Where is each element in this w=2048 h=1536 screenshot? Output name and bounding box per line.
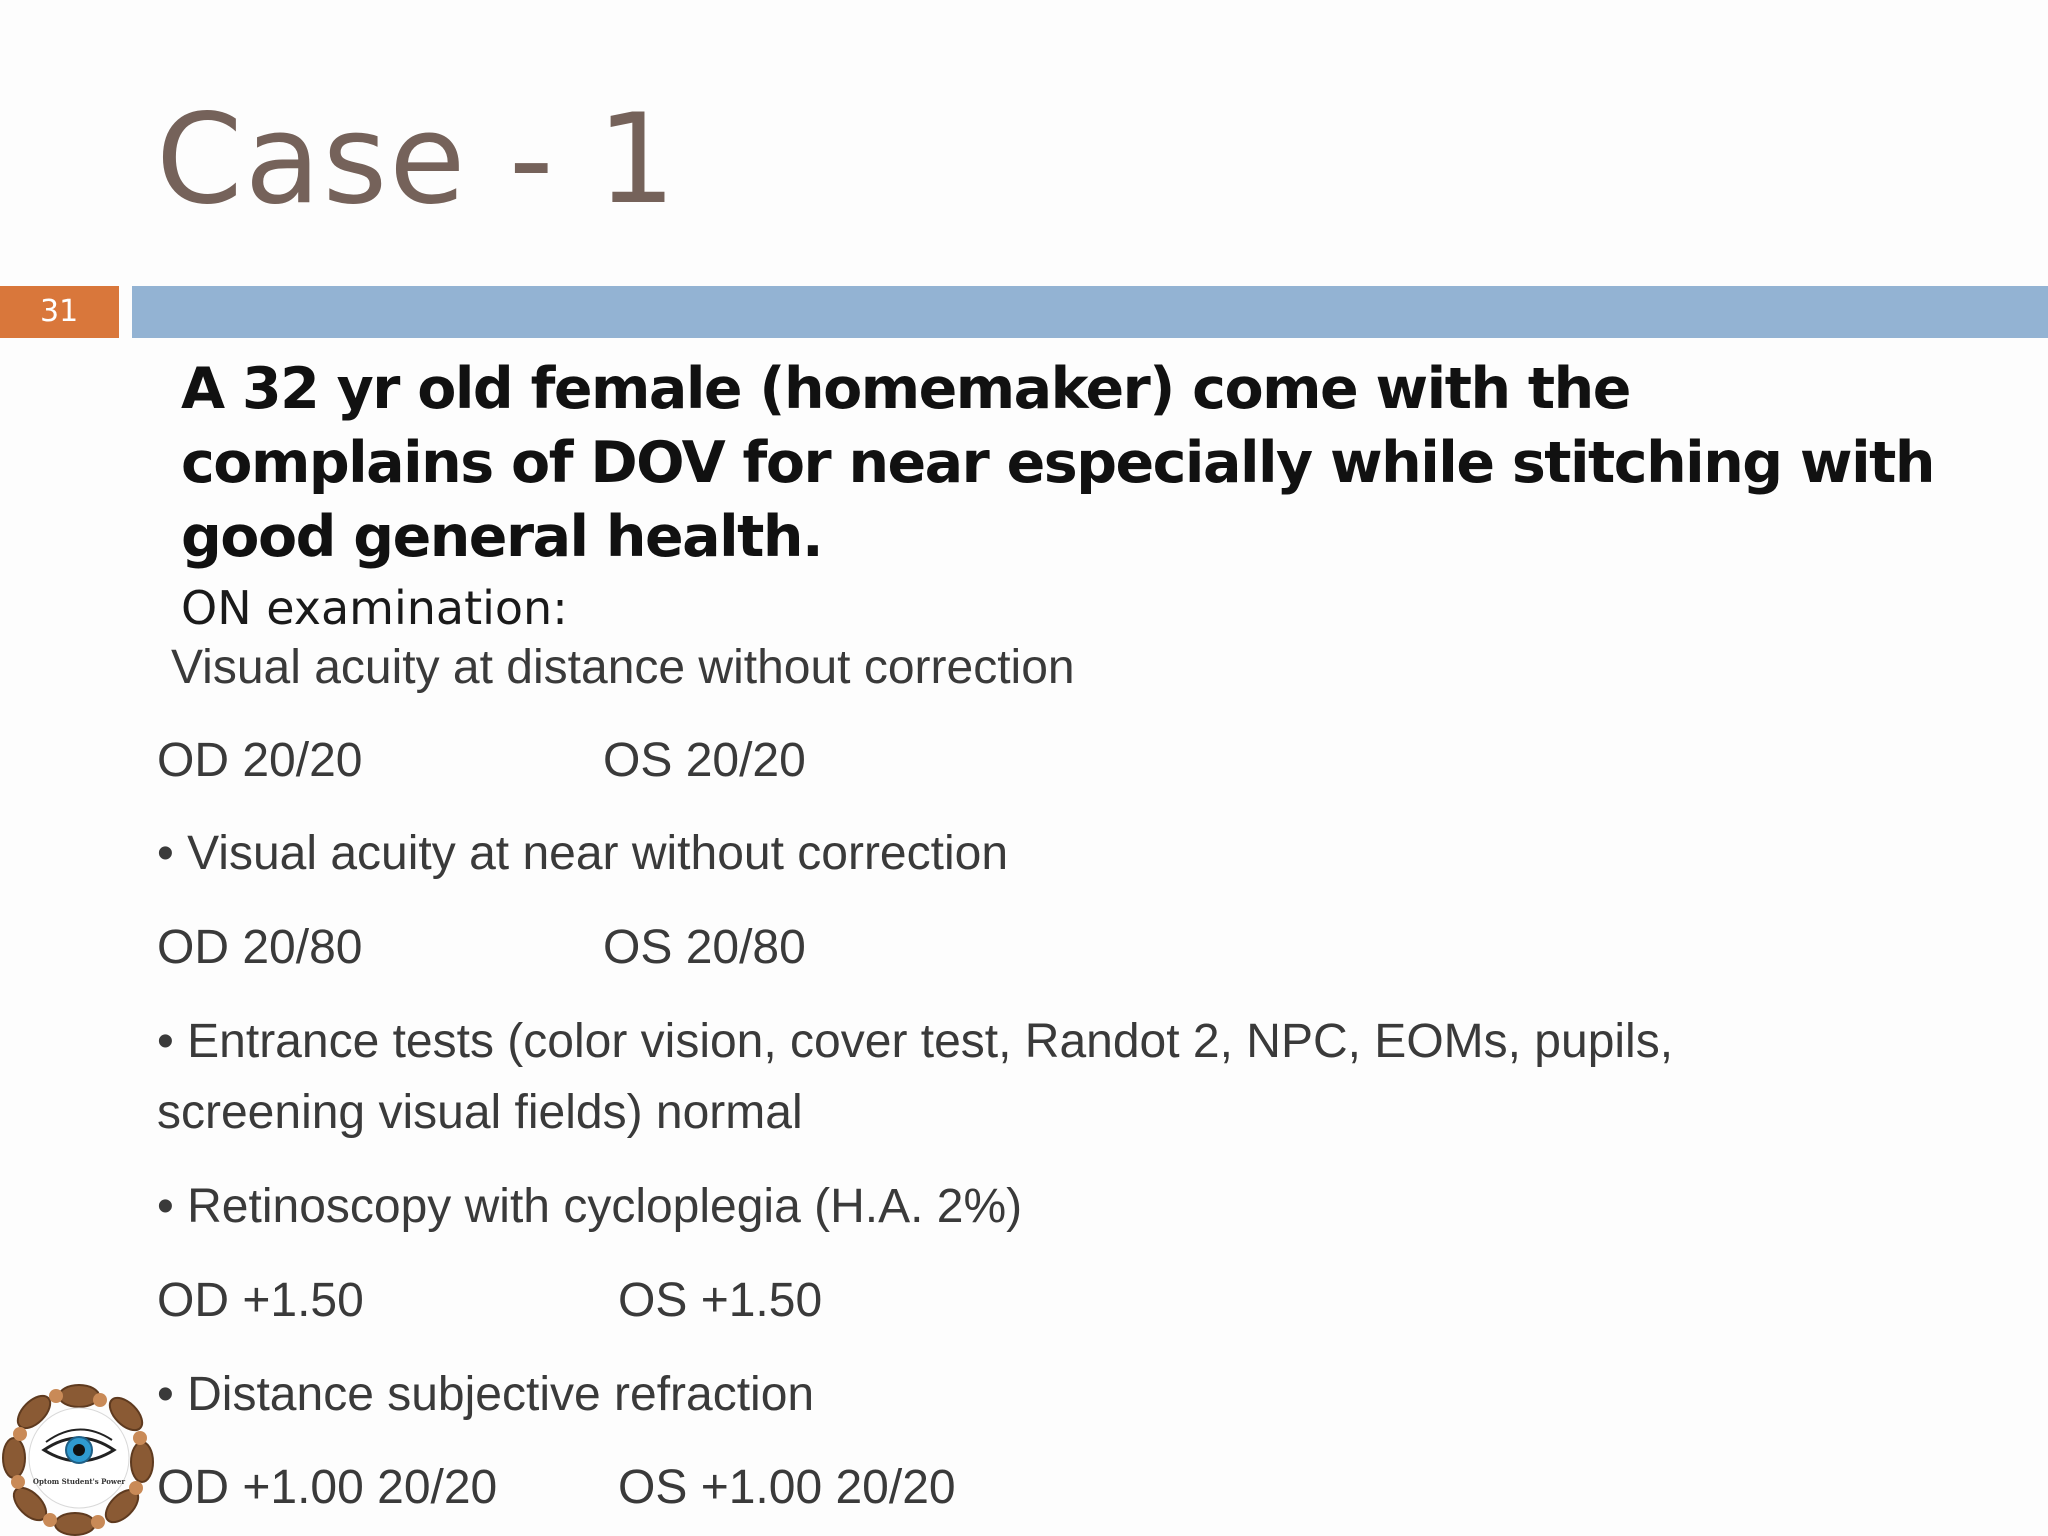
va-distance-os: OS 20/20	[603, 734, 806, 787]
retinoscopy-os: OS +1.50	[618, 1274, 823, 1327]
entrance-tests-line-1: • Entrance tests (color vision, cover test, Randot 2, NPC, EOMs, pupils,	[157, 1015, 1674, 1068]
svg-text:Optom Student's Power: Optom Student's Power	[32, 1477, 126, 1486]
va-distance-od: OD 20/20	[157, 734, 363, 787]
va-distance-heading: Visual acuity at distance without correction	[171, 641, 1075, 694]
subjective-heading: • Distance subjective refraction	[157, 1368, 815, 1421]
on-examination-label: ON examination:	[181, 581, 568, 635]
va-near-od: OD 20/80	[157, 921, 363, 974]
case-headline: A 32 yr old female (homemaker) come with the complains of DOV for near especially while stitching with good general health.	[181, 356, 1934, 570]
entrance-tests-line-2: screening visual fields) normal	[157, 1086, 803, 1139]
retinoscopy-heading: • Retinoscopy with cycloplegia (H.A. 2%)	[157, 1180, 1023, 1233]
retinoscopy-od: OD +1.50	[157, 1274, 364, 1327]
va-near-os: OS 20/80	[603, 921, 806, 974]
eye-hands-logo-icon	[0, 1378, 158, 1536]
title-rule-bar	[132, 286, 2048, 338]
subjective-os: OS +1.00 20/20	[618, 1461, 956, 1514]
va-near-heading: • Visual acuity at near without correction	[157, 827, 1009, 880]
subjective-od: OD +1.00 20/20	[157, 1461, 498, 1514]
page-number-badge: 31	[0, 286, 119, 338]
slide-title: Case - 1	[156, 88, 678, 232]
